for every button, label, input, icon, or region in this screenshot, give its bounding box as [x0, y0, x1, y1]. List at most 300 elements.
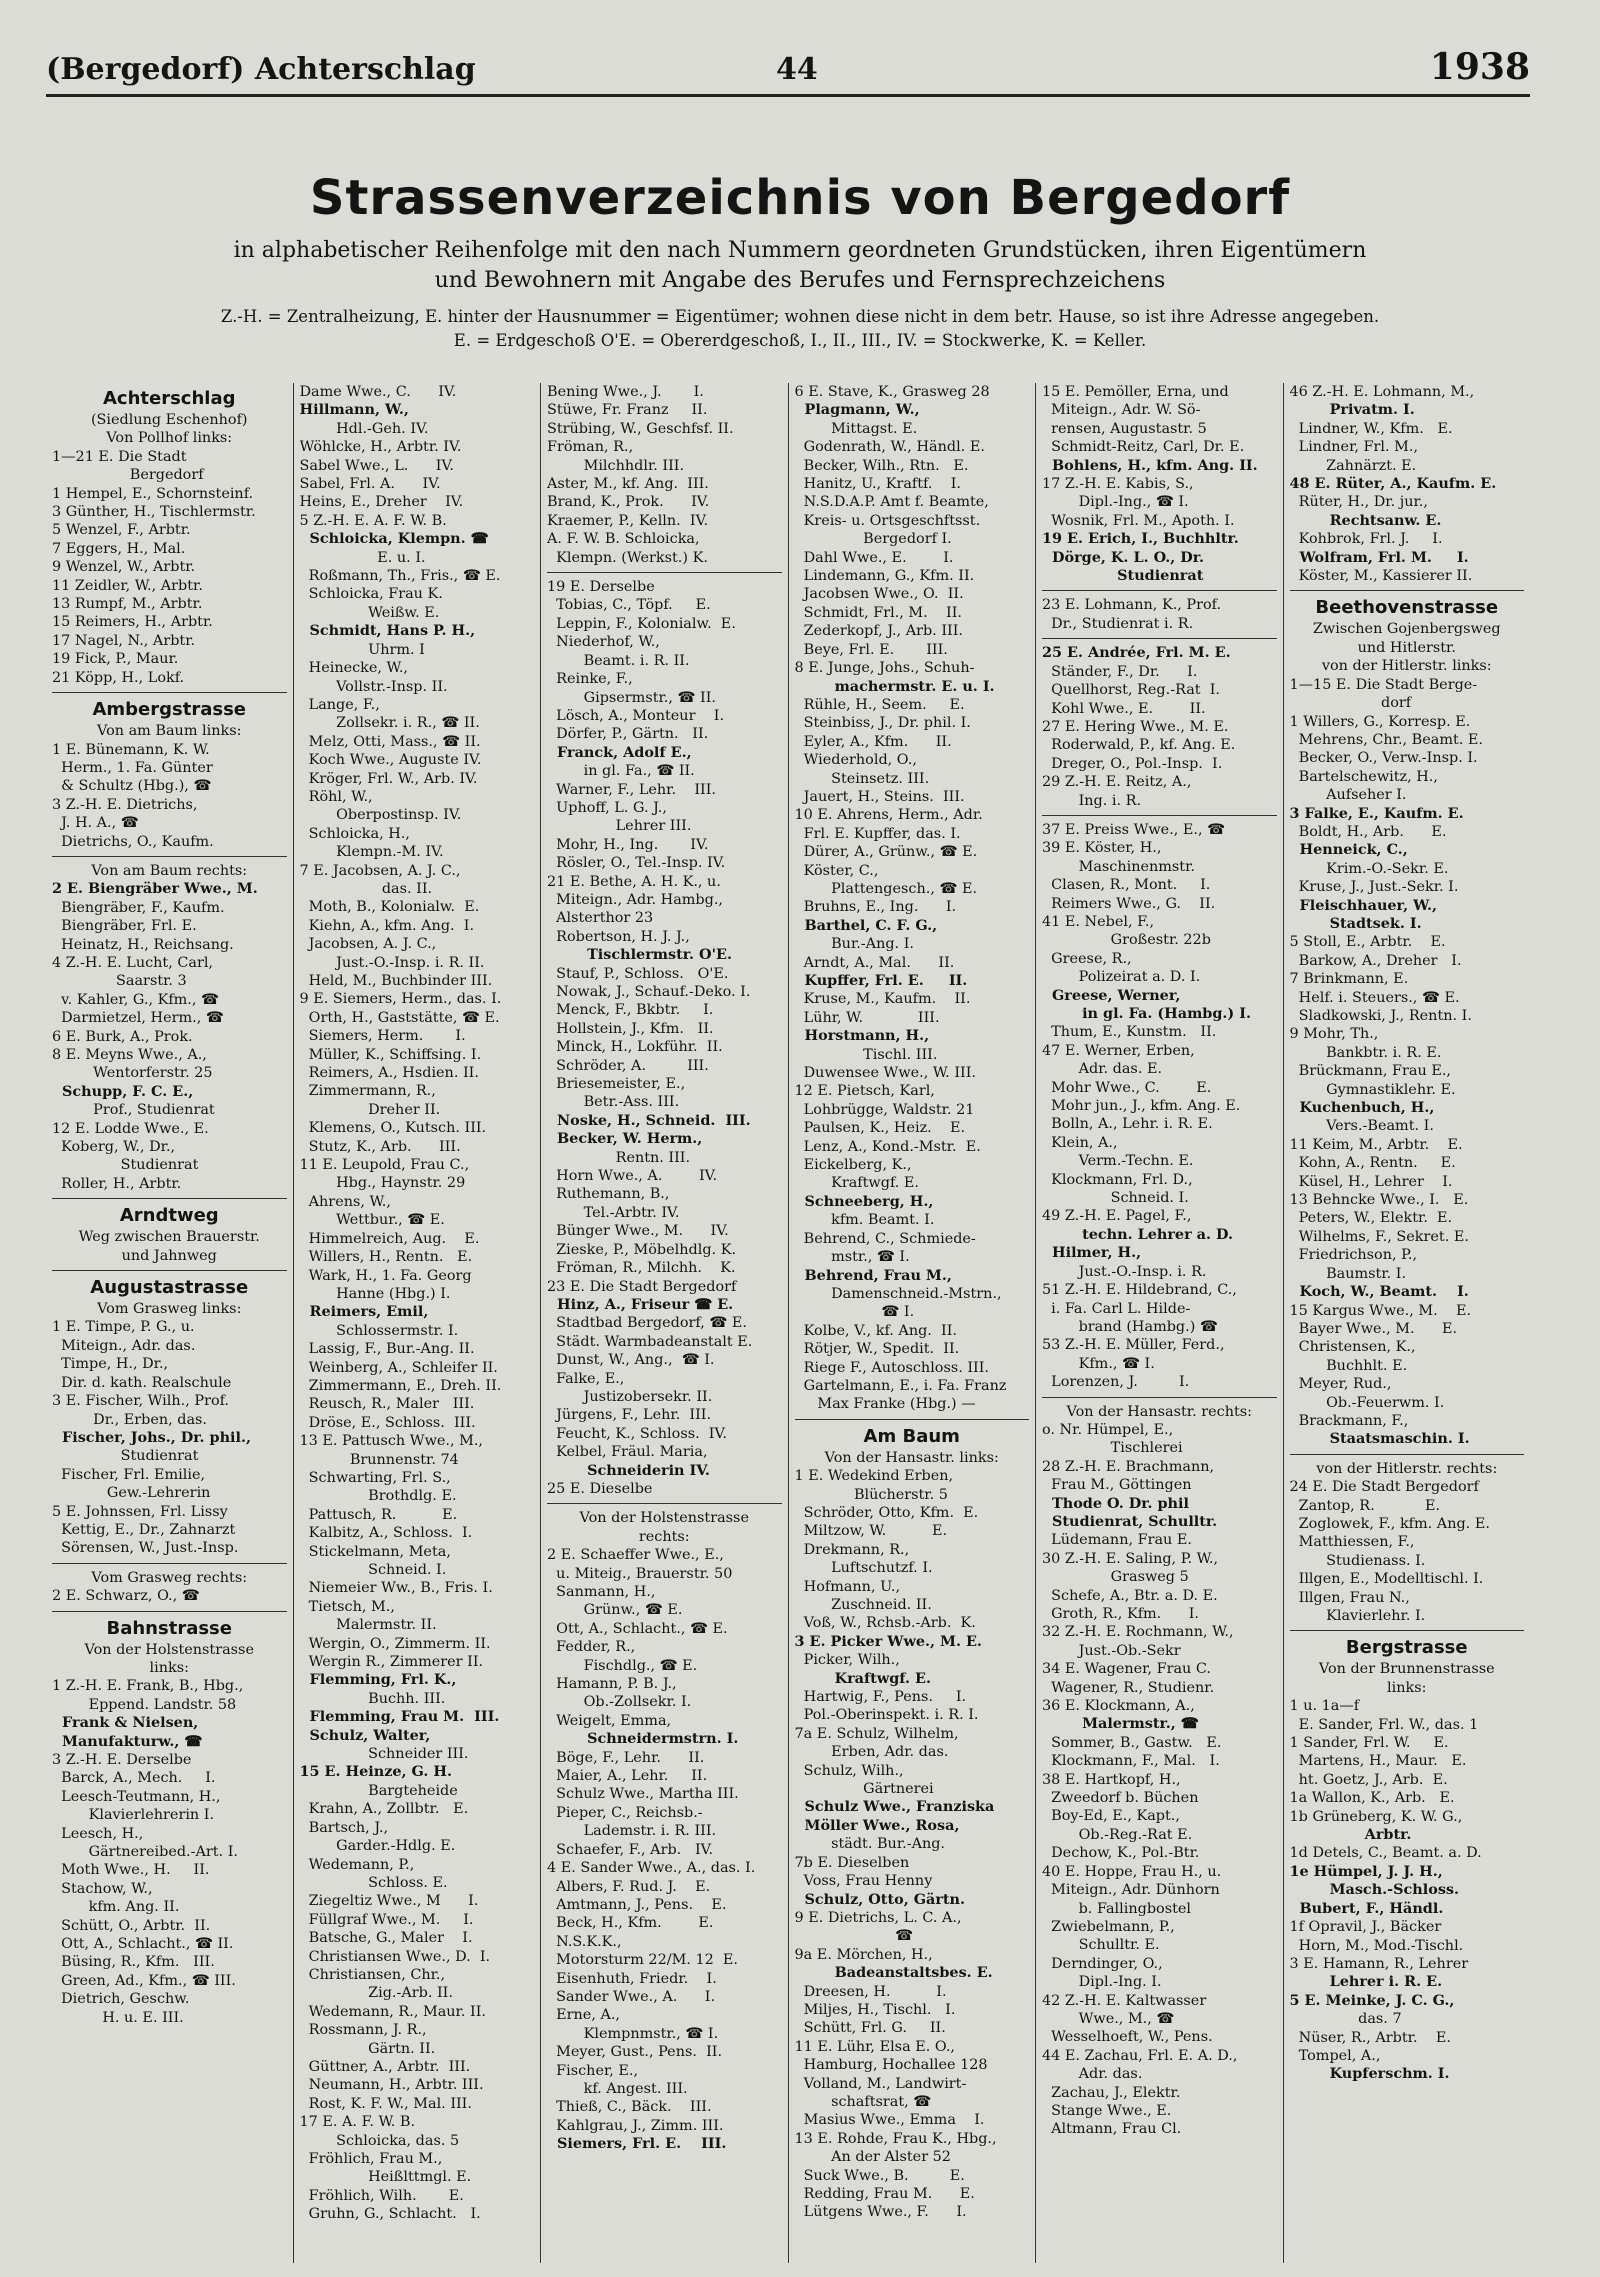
directory-entry: kf. Angest. III.: [547, 2080, 688, 2097]
directory-entry: Dietrichs, O., Kaufm.: [52, 833, 214, 850]
directory-entry: Zantop, R. E.: [1289, 1497, 1441, 1514]
directory-entry: Arndt, A., Mal. II.: [794, 954, 955, 971]
directory-entry: Dechow, K., Pol.-Btr.: [1042, 1845, 1200, 1862]
directory-entry: Schloicka, das. 5: [299, 2132, 460, 2149]
directory-entry: in gl. Fa. (Hambg.) I.: [1042, 1005, 1251, 1022]
directory-entry: Köster, C.,: [794, 862, 879, 879]
directory-entry: Krim.-O.-Sekr. E.: [1289, 860, 1449, 877]
directory-entry: brand (Hambg.) ☎: [1042, 1318, 1218, 1335]
directory-entry: Rösler, O., Tel.-Insp. IV.: [547, 855, 726, 872]
directory-entry: Gärtnerei: [794, 1781, 934, 1798]
directory-entry: Miteign., Adr. Dünhorn: [1042, 1882, 1220, 1899]
directory-entry: Klemens, O., Kutsch. III.: [299, 1120, 487, 1137]
directory-entry: Reimers, Emil,: [299, 1303, 429, 1321]
directory-entry: 11 Keim, M., Arbtr. E.: [1289, 1136, 1463, 1153]
directory-entry: Kruse, M., Kaufm. II.: [794, 991, 971, 1008]
directory-entry: Held, M., Buchbinder III.: [299, 973, 493, 989]
directory-entry: 47 E. Werner, Erben,: [1042, 1042, 1195, 1059]
directory-entry: 13 E. Pattusch Wwe., M.,: [299, 1433, 484, 1450]
directory-entry: 5 Z.-H. E. A. F. W. B.: [299, 512, 447, 529]
directory-entry: Roderwald, P., kf. Ang. E.: [1042, 737, 1236, 754]
directory-entry: Schulz, Otto, Gärtn.: [794, 1890, 966, 1908]
street-heading: Ambergstrasse: [92, 699, 247, 721]
directory-entry: Oberpostinsp. IV.: [299, 807, 462, 824]
directory-entry: Adr. das.: [1042, 2066, 1143, 2083]
directory-entry: Just.-O.-Insp. i. R. II.: [299, 954, 485, 971]
directory-entry: Schmidt, Frl., M. II.: [794, 604, 962, 621]
directory-entry: Studienrat, Schulltr.: [1042, 1512, 1218, 1530]
directory-entry: 15 Reimers, H., Arbtr.: [52, 614, 213, 631]
directory-entry: Barkow, A., Dreher I.: [1289, 952, 1462, 969]
directory-entry: 48 E. Rüter, A., Kaufm. E.: [1289, 475, 1497, 493]
directory-entry: 3 Z.-H. E. Dietrichs,: [52, 796, 198, 813]
directory-entry: Grasweg 5: [1042, 1569, 1189, 1586]
directory-entry: Leesch, H.,: [52, 1825, 144, 1842]
directory-entry: Zieske, P., Möbelhdlg. K.: [547, 1241, 737, 1258]
directory-entry: Robertson, H. J. J.,: [547, 928, 690, 945]
directory-entry: Schütt, O., Arbtr. II.: [52, 1917, 211, 1934]
directory-entry: Bankbtr. i. R. E.: [1289, 1044, 1442, 1061]
directory-entry: Reimers, A., Hsdien. II.: [299, 1065, 479, 1082]
directory-entry: das. 7: [1289, 2011, 1402, 2028]
directory-entry: 2 E. Schaeffer Wwe., E.,: [547, 1547, 724, 1564]
directory-entry: Picker, Wilh.,: [794, 1652, 900, 1669]
directory-entry: Zimmermann, E., Dreh. II.: [299, 1377, 502, 1394]
directory-entry: Damenschneid.-Mstrn.,: [794, 1285, 1002, 1302]
directory-entry: 19 Fick, P., Maur.: [52, 651, 179, 668]
section-divider: [52, 692, 287, 693]
directory-entry: Flemming, Frl. K.,: [299, 1671, 457, 1689]
directory-entry: Ob.-Feuerwm. I.: [1289, 1394, 1445, 1411]
directory-entry: rensen, Augustastr. 5: [1042, 420, 1207, 437]
directory-entry: Beye, Frl. E. III.: [794, 641, 948, 658]
directory-entry: 5 E. Meinke, J. C. G.,: [1289, 1991, 1455, 2009]
directory-entry: Becker, W. Herm.,: [547, 1130, 703, 1148]
directory-entry: Aster, M., kf. Ang. III.: [547, 476, 709, 493]
directory-entry: Uhrm. I: [299, 641, 425, 658]
directory-entry: Malermstr., ☎: [1042, 1715, 1199, 1733]
directory-column: [46, 383, 293, 2263]
direction-note: von der Hitlerstr. links:: [1321, 658, 1492, 675]
directory-entry: Fröhlich, Frau M.,: [299, 2151, 443, 2167]
directory-entry: Lindemann, G., Kfm. II.: [794, 568, 975, 585]
directory-entry: Hinz, A., Friseur ☎ E.: [547, 1295, 734, 1313]
directory-column: [540, 383, 788, 2263]
directory-entry: Möller Wwe., Rosa,: [794, 1816, 960, 1834]
directory-entry: Vers.-Beamt. I.: [1289, 1118, 1434, 1135]
directory-entry: 21 Köpp, H., Lokf.: [52, 669, 185, 686]
directory-entry: 5 Stoll, E., Arbtr. E.: [1289, 934, 1446, 951]
directory-entry: kfm. Ang. II.: [52, 1899, 180, 1916]
directory-entry: Badeanstaltsbes. E.: [794, 1964, 993, 1982]
directory-entry: Fleischhauer, W.,: [1289, 896, 1438, 914]
directory-entry: Dreger, O., Pol.-Insp. I.: [1042, 755, 1223, 772]
directory-entry: Steinsetz. III.: [794, 770, 930, 787]
directory-entry: Verm.-Techn. E.: [1042, 1153, 1194, 1170]
directory-entry: Voss, Frau Henny: [794, 1873, 933, 1890]
directory-entry: Lösch, A., Monteur I.: [547, 707, 725, 724]
directory-entry: E. Sander, Frl. W., das. 1: [1289, 1716, 1479, 1733]
directory-entry: Miteign., Adr. Hambg.,: [547, 891, 723, 908]
direction-note: Vom Grasweg links:: [97, 1301, 242, 1318]
directory-entry: Clasen, R., Mont. I.: [1042, 877, 1211, 894]
directory-entry: Mehrens, Chr., Beamt. E.: [1289, 731, 1483, 748]
directory-entry: 34 E. Wagener, Frau C.: [1042, 1661, 1211, 1678]
directory-entry: Küsel, H., Lehrer I.: [1289, 1173, 1453, 1190]
directory-entry: Eisenhuth, Friedr. I.: [547, 1970, 717, 1987]
direction-note: Zwischen Gojenbergsweg: [1312, 621, 1501, 638]
directory-entry: Jacobsen, A. J. C.,: [299, 936, 437, 953]
directory-entry: 7a E. Schulz, Wilhelm,: [794, 1725, 959, 1742]
directory-entry: Schneider III.: [299, 1746, 469, 1763]
directory-entry: 11 E. Lühr, Elsa E. O.,: [794, 2038, 955, 2055]
directory-entry: Moth, B., Kolonialw. E.: [299, 899, 480, 916]
directory-entry: 1 E. Timpe, P. G., u.: [52, 1319, 195, 1336]
directory-entry: Polizeirat a. D. I.: [1042, 969, 1201, 986]
directory-entry: Studienass. I.: [1289, 1552, 1426, 1569]
directory-entry: 37 E. Preiss Wwe., E., ☎: [1042, 821, 1226, 838]
directory-entry: Plattengesch., ☎ E.: [794, 880, 978, 897]
directory-entry: Weigelt, Emma,: [547, 1712, 672, 1729]
directory-entry: Schaefer, F., Arb. IV.: [547, 1841, 714, 1858]
directory-entry: 51 Z.-H. E. Hildebrand, C.,: [1042, 1282, 1237, 1299]
directory-entry: Saarstr. 3: [52, 973, 187, 990]
directory-entry: ☎ I.: [794, 1304, 915, 1321]
directory-entry: Prof., Studienrat: [52, 1102, 215, 1119]
directory-entry: Kolbe, V., kf. Ang. II.: [794, 1322, 957, 1339]
directory-entry: Erne, A.,: [547, 2007, 621, 2024]
directory-entry: Hilmer, H.,: [1042, 1244, 1142, 1262]
directory-entry: An der Alster 52: [794, 2149, 951, 2166]
directory-entry: Manufakturw., ☎: [52, 1732, 203, 1750]
street-heading: Achterschlag: [102, 388, 236, 409]
directory-entry: Dreher II.: [299, 1101, 441, 1118]
directory-entry: Hillmann, W.,: [299, 401, 409, 419]
directory-entry: Ott, A., Schlacht., ☎ E.: [547, 1620, 728, 1637]
directory-entry: Stüwe, Fr. Franz II.: [547, 402, 708, 419]
directory-entry: Aufseher I.: [1289, 787, 1407, 804]
directory-entry: Reusch, R., Maler III.: [299, 1396, 475, 1413]
directory-entry: Sörensen, W., Just.-Insp.: [52, 1540, 239, 1557]
directory-entry: Albers, F. Rud. J. E.: [547, 1878, 711, 1895]
directory-entry: Brand, K., Prok. IV.: [547, 494, 710, 511]
directory-entry: Schupp, F. C. E.,: [52, 1082, 194, 1100]
directory-entry: Hanitz, U., Kraftf. I.: [794, 476, 961, 493]
directory-entry: 3 E. Fischer, Wilh., Prof.: [52, 1393, 229, 1410]
directory-entry: 1 u. 1a—f: [1289, 1698, 1360, 1715]
directory-entry: 11 Zeidler, W., Arbtr.: [52, 577, 203, 594]
directory-entry: Schröder, A. III.: [547, 1057, 709, 1074]
directory-entry: Thieß, C., Bäck. III.: [547, 2099, 712, 2116]
directory-entry: A. F. W. B. Schloicka,: [547, 531, 700, 548]
directory-entry: Eyler, A., Kfm. II.: [794, 733, 952, 750]
directory-entry: Fröhlich, Wilh. E.: [299, 2187, 464, 2204]
directory-entry: Grünw., ☎ E.: [547, 1602, 683, 1619]
directory-entry: Bartsch, J.,: [299, 1819, 389, 1836]
directory-entry: Wentorferstr. 25: [52, 1065, 213, 1082]
directory-entry: Großestr. 22b: [1042, 932, 1211, 949]
directory-entry: kfm. Beamt. I.: [794, 1212, 935, 1229]
directory-entry: Koberg, W., Dr.,: [52, 1139, 176, 1156]
direction-note: Von Pollhof links:: [106, 430, 233, 447]
directory-entry: Schröder, Otto, Kfm. E.: [794, 1504, 979, 1521]
directory-entry: Krahn, A., Zollbtr. E.: [299, 1801, 469, 1818]
direction-note: links:: [1387, 1679, 1427, 1696]
directory-entry: Heißlttmgl. E.: [299, 2169, 472, 2186]
directory-entry: Wesselhoeft, W., Pens.: [1042, 2029, 1213, 2046]
directory-entry: Schefe, A., Btr. a. D. E.: [1042, 1587, 1218, 1604]
directory-entry: Warner, F., Lehr. III.: [547, 781, 716, 798]
directory-entry: Kelbel, Fräul. Maria,: [547, 1444, 708, 1461]
directory-entry: Stutz, K., Arb. III.: [299, 1138, 461, 1155]
directory-entry: Klempn. (Werkst.) K.: [547, 549, 708, 566]
directory-entry: Kfm., ☎ I.: [1042, 1355, 1155, 1372]
directory-entry: 25 E. Andrée, Frl. M. E.: [1042, 644, 1231, 662]
directory-entry: Kuchenbuch, H.,: [1289, 1099, 1435, 1117]
directory-entry: i. Fa. Carl L. Hilde-: [1042, 1300, 1191, 1317]
street-heading: Beethovenstrasse: [1315, 597, 1499, 619]
directory-entry: Bolln, A., Lehr. i. R. E.: [1042, 1116, 1213, 1133]
directory-entry: Fröman, R.,: [547, 439, 634, 456]
directory-entry: Siemers, Frl. E. III.: [547, 2135, 727, 2153]
directory-entry: b. Fallingbostel: [1042, 1900, 1191, 1917]
directory-entry: Schütt, Frl. G. II.: [794, 2020, 946, 2037]
directory-entry: Kraftwgf. E.: [794, 1175, 919, 1192]
directory-entry: Schlossermstr. I.: [299, 1322, 459, 1339]
directory-entry: 12 E. Pietsch, Karl,: [794, 1083, 935, 1100]
directory-entry: Lenz, A., Kond.-Mstr. E.: [794, 1138, 981, 1155]
street-heading: Bahnstrasse: [106, 1617, 232, 1639]
directory-entry: Zahnärzt. E.: [1289, 457, 1417, 474]
directory-entry: 39 E. Köster, H.,: [1042, 840, 1162, 857]
directory-entry: Zuschneid. II.: [794, 1597, 932, 1613]
directory-entry: ☎: [794, 1928, 914, 1945]
directory-entry: Kruse, J., Just.-Sekr. I.: [1289, 879, 1459, 896]
directory-entry: 13 Behncke Wwe., I. E.: [1289, 1192, 1469, 1209]
street-heading: Bergstrasse: [1345, 1637, 1468, 1659]
directory-entry: 3 Z.-H. E. Derselbe: [52, 1752, 192, 1768]
directory-entry: Wagener, R., Studienr.: [1042, 1679, 1215, 1696]
directory-entry: 9 Mohr, Th.,: [1289, 1026, 1379, 1043]
directory-entry: Eickelberg, K.,: [794, 1157, 912, 1174]
directory-entry: 11 E. Leupold, Frau C.,: [299, 1157, 470, 1174]
directory-entry: techn. Lehrer a. D.: [1042, 1225, 1233, 1243]
directory-entry: Amtmann, J., Pens. E.: [547, 1896, 727, 1913]
directory-entry: Kahlgrau, J., Zimm. III.: [547, 2117, 724, 2134]
directory-entry: Wosnik, Frl. M., Apoth. I.: [1042, 512, 1235, 529]
directory-entry: machermstr. E. u. I.: [794, 677, 995, 695]
directory-entry: Himmelreich, Aug. E.: [299, 1230, 480, 1247]
directory-entry: Miljes, H., Tischl. I.: [794, 2001, 956, 2018]
section-divider: [52, 1563, 287, 1564]
directory-entry: 15 E. Pemöller, Erna, und: [1042, 384, 1229, 400]
section-divider: [52, 1611, 287, 1612]
directory-entry: Voß, W., Rchsb.-Arb. K.: [794, 1615, 976, 1632]
directory-entry: Behrend, C., Schmiede-: [794, 1230, 976, 1247]
directory-entry: Schneid. I.: [299, 1562, 447, 1578]
directory-entry: Fischer, E.,: [547, 2062, 639, 2079]
directory-entry: Frank & Nielsen,: [52, 1714, 199, 1732]
directory-entry: Moth Wwe., H. II.: [52, 1862, 210, 1879]
directory-entry: 10 E. Ahrens, Herm., Adr.: [794, 807, 983, 824]
directory-entry: Dahl Wwe., E. I.: [794, 549, 954, 566]
section-divider: [1042, 638, 1277, 639]
directory-entry: Boy-Ed, E., Kapt.,: [1042, 1808, 1180, 1825]
directory-entry: Martens, H., Maur. E.: [1289, 1753, 1467, 1770]
directory-entry: Klempnmstr., ☎ I.: [547, 2025, 719, 2042]
directory-entry: Klockmann, F., Mal. I.: [1042, 1753, 1220, 1770]
directory-entry: Tischlermstr. O'E.: [547, 946, 732, 964]
directory-entry: Gärtn. II.: [299, 2040, 436, 2057]
directory-entry: Köster, M., Kassierer II.: [1289, 568, 1473, 585]
directory-entry: Klavierlehr. I.: [1289, 1608, 1426, 1624]
directory-entry: 1f Opravil, J., Bäcker: [1289, 1919, 1442, 1936]
directory-entry: Rossmann, J. R.,: [299, 2022, 427, 2039]
directory-entry: Tischlerei: [1042, 1440, 1183, 1457]
directory-entry: Siemers, Herm. I.: [299, 1028, 466, 1045]
directory-entry: 17 E. A. F. W. B.: [299, 2114, 416, 2131]
directory-entry: Füllgraf Wwe., M. I.: [299, 1911, 474, 1928]
directory-entry: Lohbrügge, Waldstr. 21: [794, 1101, 975, 1118]
running-header: [46, 46, 1530, 97]
street-heading: Arndtweg: [119, 1205, 219, 1227]
directory-entry: Stachow, W.,: [52, 1880, 153, 1897]
directory-entry: Ahrens, W.,: [299, 1193, 391, 1210]
directory-entry: Meyer, Gust., Pens. II.: [547, 2044, 723, 2061]
directory-entry: Sanmann, H.,: [547, 1584, 656, 1600]
section-divider: [547, 572, 782, 573]
directory-entry: Schloss. E.: [299, 1874, 448, 1891]
directory-entry: 7 Eggers, H., Mal.: [52, 540, 186, 557]
street-heading: Am Baum: [863, 1425, 960, 1447]
directory-entry: J. H. A., ☎: [52, 815, 139, 832]
directory-entry: Biengräber, F., Kaufm.: [52, 899, 225, 916]
directory-entry: Horn Wwe., A. IV.: [547, 1168, 718, 1185]
directory-entry: Kiehn, A., kfm. Ang. I.: [299, 917, 475, 934]
section-divider: [795, 1419, 1030, 1420]
directory-entry: Kröger, Frl. W., Arb. IV.: [299, 770, 478, 787]
directory-entry: Heinecke, W.,: [299, 660, 408, 677]
directory-entry: Gymnastiklehr. E.: [1289, 1081, 1456, 1098]
directory-entry: Lorenzen, J. I.: [1042, 1374, 1190, 1391]
direction-note: rechts:: [638, 1528, 690, 1545]
directory-entry: Schloicka, Klempn. ☎: [299, 530, 489, 548]
directory-entry: Lassig, F., Bur.-Ang. II.: [299, 1341, 475, 1358]
directory-entry: Hamburg, Hochallee 128: [794, 2057, 988, 2074]
directory-entry: Bergedorf: [52, 467, 204, 484]
direction-note: Von der Holstenstrasse: [84, 1641, 254, 1658]
directory-entry: Fischer, Frl. Emilie,: [52, 1466, 206, 1483]
directory-entry: Bayer Wwe., M. E.: [1289, 1320, 1458, 1337]
directory-entry: Rötjer, W., Spedit. II.: [794, 1341, 960, 1358]
directory-entry: 8 E. Meyns Wwe., A.,: [52, 1047, 207, 1063]
directory-entry: Willers, H., Rentn. E.: [299, 1249, 473, 1266]
directory-entry: Hollstein, J., Kfm. II.: [547, 1020, 714, 1037]
directory-entry: das. II.: [299, 880, 433, 897]
directory-entry: Bening Wwe., J. I.: [547, 384, 704, 400]
directory-entry: Illgen, Frau N.,: [1289, 1589, 1410, 1606]
directory-entry: Falke, E.,: [547, 1370, 625, 1387]
directory-entry: Hanne (Hbg.) I.: [299, 1285, 451, 1302]
directory-entry: Roßmann, Th., Fris., ☎ E.: [299, 568, 501, 585]
directory-entry: Kohn, A., Rentn. E.: [1289, 1155, 1456, 1172]
directory-entry: Zimmermann, R.,: [299, 1083, 436, 1100]
directory-entry: Herm., 1. Fa. Günter: [52, 759, 213, 776]
directory-entry: Meyer, Rud.,: [1289, 1376, 1392, 1393]
directory-entry: Henneick, C.,: [1289, 841, 1408, 859]
section-divider: [1290, 1454, 1525, 1455]
directory-columns: [46, 383, 1530, 2263]
directory-entry: Masch.-Schloss.: [1289, 1881, 1460, 1899]
directory-entry: Just.-O.-Insp. i. R.: [1042, 1263, 1207, 1280]
directory-entry: 1 E. Wedekind Erben,: [794, 1468, 954, 1485]
directory-entry: Barthel, C. F. G.,: [794, 916, 938, 934]
directory-entry: Christensen, K.,: [1289, 1339, 1416, 1356]
directory-entry: Biengräber, Frl. E.: [52, 918, 197, 935]
directory-entry: Stauf, P., Schloss. O'E.: [547, 965, 729, 982]
section-divider: [1042, 1397, 1277, 1398]
directory-entry: Dir. d. kath. Realschule: [52, 1374, 232, 1391]
directory-entry: 15 E. Heinze, G. H.: [299, 1763, 452, 1781]
directory-entry: Schloicka, H.,: [299, 825, 410, 842]
directory-entry: 24 E. Die Stadt Bergedorf: [1289, 1479, 1479, 1496]
directory-entry: Green, Ad., Kfm., ☎ III.: [52, 1972, 236, 1989]
directory-entry: Dörge, K. L. O., Dr.: [1042, 548, 1205, 566]
directory-entry: 9 E. Siemers, Herm., das. I.: [299, 991, 502, 1008]
directory-entry: 8 E. Junge, Johs., Schuh-: [794, 660, 975, 677]
directory-entry: N.S.D.A.P. Amt f. Beamte,: [794, 494, 989, 511]
directory-entry: 5 Wenzel, F., Arbtr.: [52, 522, 191, 539]
directory-entry: Koch, W., Beamt. I.: [1289, 1283, 1469, 1301]
directory-entry: Weißw. E.: [299, 604, 440, 621]
directory-column: [293, 383, 541, 2263]
directory-entry: Steinbiss, J., Dr. phil. I.: [794, 715, 971, 732]
directory-entry: Büsing, R., Kfm. III.: [52, 1954, 215, 1971]
directory-entry: Roller, H., Arbtr.: [52, 1175, 182, 1192]
directory-entry: Bruhns, E., Ing. I.: [794, 899, 957, 916]
directory-column: [1035, 383, 1283, 2263]
directory-entry: Wwe., M., ☎: [1042, 2010, 1175, 2027]
directory-entry: Behrend, Frau M.,: [794, 1266, 952, 1284]
directory-entry: 25 E. Dieselbe: [547, 1480, 653, 1497]
directory-entry: 42 Z.-H. E. Kaltwasser: [1042, 1992, 1207, 2009]
directory-entry: Briesemeister, E.,: [547, 1076, 686, 1093]
directory-entry: Arbtr.: [1289, 1826, 1412, 1844]
directory-entry: Fröman, R., Milchh. K.: [547, 1260, 736, 1277]
directory-entry: Miteign., Adr. W. Sö-: [1042, 402, 1201, 419]
directory-entry: Riege F., Autoschloss. III.: [794, 1359, 990, 1376]
directory-entry: Tischl. III.: [794, 1046, 938, 1063]
directory-entry: Strübing, W., Geschfsf. II.: [547, 420, 734, 437]
directory-entry: Adr. das. E.: [1042, 1061, 1163, 1078]
directory-entry: 38 E. Hartkopf, H.,: [1042, 1771, 1181, 1788]
directory-entry: Rühle, H., Seem. E.: [794, 696, 965, 713]
directory-entry: Sommer, B., Gastw. E.: [1042, 1734, 1222, 1751]
directory-entry: Lehrer i. R. E.: [1289, 1973, 1443, 1991]
section-divider: [52, 1270, 287, 1271]
directory-entry: 1—21 E. Die Stadt: [52, 448, 187, 465]
directory-entry: Zederkopf, J., Arb. III.: [794, 623, 963, 640]
directory-entry: Studienrat: [52, 1448, 199, 1465]
directory-entry: Peters, W., Elektr. E.: [1289, 1210, 1453, 1227]
directory-entry: Müller, K., Schiffsing. I.: [299, 1046, 482, 1063]
directory-entry: Kupffer, Frl. E. II.: [794, 972, 968, 989]
directory-entry: Tobias, C., Töpf. E.: [547, 597, 711, 614]
directory-entry: Mohr jun., J., kfm. Ang. E.: [1042, 1098, 1241, 1115]
directory-entry: Zachau, J., Elektr.: [1042, 2084, 1181, 2101]
directory-entry: Kraftwgf. E.: [794, 1669, 931, 1687]
directory-entry: Minck, H., Lokführ. II.: [547, 1039, 723, 1056]
